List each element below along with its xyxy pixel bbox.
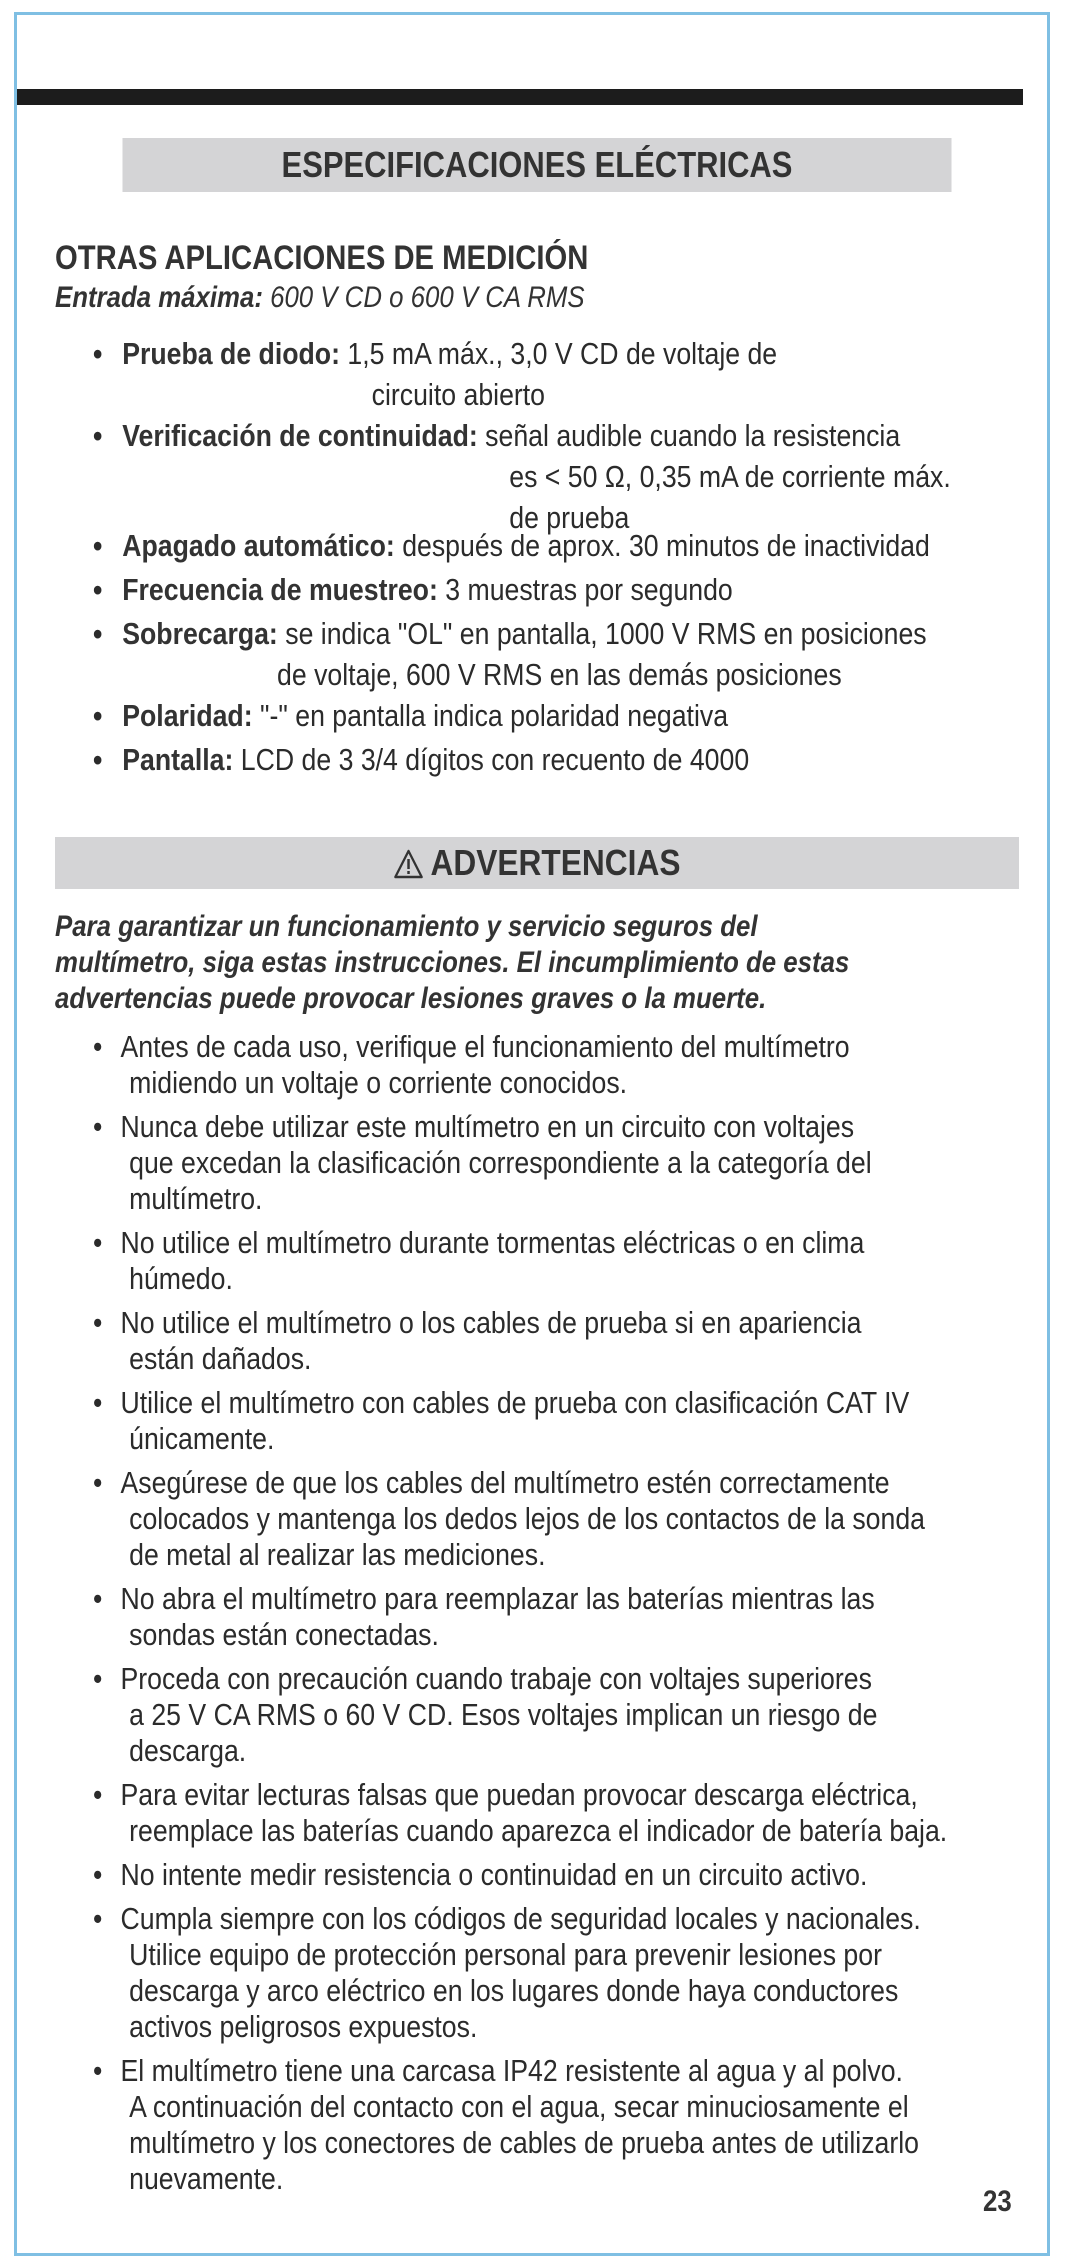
max-input-label: Entrada máxima: <box>55 281 263 314</box>
warning-line: Cumpla siempre con los códigos de seguridad locales y nacionales. <box>120 1901 921 1936</box>
specs-header <box>122 138 951 192</box>
bullet-icon: • <box>93 572 103 607</box>
warning-line: activos peligrosos expuestos. <box>129 2009 478 2044</box>
warning-line: descarga. <box>129 1733 247 1768</box>
warning-line: descarga y arco eléctrico en los lugares donde haya conductores <box>129 1973 899 2008</box>
warnings-intro-line: multímetro, siga estas instrucciones. El incumplimiento de estas <box>55 946 850 979</box>
warning-line: sondas están conectadas. <box>129 1617 439 1652</box>
spec-label: Sobrecarga: <box>122 616 278 651</box>
warning-line: No utilice el multímetro o los cables de prueba si en apariencia <box>120 1305 862 1340</box>
warning-line: Nunca debe utilizar este multímetro en un circuito con voltajes <box>120 1109 855 1144</box>
bullet-icon: • <box>93 418 103 453</box>
warning-line: reemplace las baterías cuando aparezca el indicador de batería baja. <box>129 1813 948 1848</box>
warning-line: Antes de cada uso, verifique el funcionamiento del multímetro <box>120 1029 850 1064</box>
bullet-icon: • <box>93 1581 103 1616</box>
spec-value-line: después de aprox. 30 minutos de inactividad <box>402 528 930 563</box>
spec-body <box>122 525 930 566</box>
spec-label: Polaridad: <box>122 698 253 733</box>
warning-triangle-icon <box>394 849 424 879</box>
bullet-icon: • <box>93 1109 103 1144</box>
top-divider-bar <box>17 89 1023 105</box>
spec-value-line: "-" en pantalla indica polaridad negativa <box>260 698 729 733</box>
bullet-icon: • <box>93 1225 103 1260</box>
spec-label: Apagado automático: <box>122 528 395 563</box>
warnings-title: ADVERTENCIAS <box>430 842 681 883</box>
bullet-icon: • <box>93 1901 103 1936</box>
warning-line: Utilice el multímetro con cables de prueba con clasificación CAT IV <box>120 1385 910 1420</box>
spec-label: Frecuencia de muestreo: <box>122 572 438 607</box>
bullet-icon: • <box>93 528 103 563</box>
warning-line: están dañados. <box>129 1341 312 1376</box>
warning-line: nuevamente. <box>129 2161 284 2196</box>
max-input-value: 600 V CD o 600 V CA RMS <box>270 281 585 314</box>
warning-line: húmedo. <box>129 1261 233 1296</box>
warning-line: colocados y mantenga los dedos lejos de los contactos de la sonda <box>129 1501 925 1536</box>
warnings-intro <box>55 909 849 1017</box>
warning-line: únicamente. <box>129 1421 275 1456</box>
warnings-intro-line: Para garantizar un funcionamiento y servicio seguros del <box>55 910 758 943</box>
bullet-icon: • <box>93 742 103 777</box>
bullet-icon: • <box>93 1305 103 1340</box>
max-input-line <box>55 281 585 315</box>
warning-line: a 25 V CA RMS o 60 V CD. Esos voltajes implican un riesgo de <box>129 1697 878 1732</box>
bullet-icon: • <box>93 336 103 371</box>
bullet-icon: • <box>93 1029 103 1064</box>
spec-value-line: señal audible cuando la resistencia <box>485 418 901 453</box>
warning-line: Para evitar lecturas falsas que puedan provocar descarga eléctrica, <box>120 1777 918 1812</box>
warning-line: que excedan la clasificación correspondiente a la categoría del <box>129 1145 872 1180</box>
warning-line: No abra el multímetro para reemplazar las baterías mientras las <box>120 1581 875 1616</box>
bullet-icon: • <box>93 1465 103 1500</box>
warning-line: multímetro. <box>129 1181 263 1216</box>
spec-body <box>122 739 749 780</box>
spec-label: Prueba de diodo: <box>122 336 340 371</box>
bullet-icon: • <box>93 1857 103 1892</box>
warning-line: No utilice el multímetro durante tormentas eléctricas o en clima <box>120 1225 865 1260</box>
warning-line: Proceda con precaución cuando trabaje con voltajes superiores <box>120 1661 872 1696</box>
bullet-icon: • <box>93 2053 103 2088</box>
bullet-icon: • <box>93 698 103 733</box>
specs-header-title: ESPECIFICACIONES ELÉCTRICAS <box>281 144 793 185</box>
spec-value-line: 3 muestras por segundo <box>445 572 733 607</box>
warning-line: multímetro y los conectores de cables de prueba antes de utilizarlo <box>129 2125 919 2160</box>
spec-body <box>122 333 777 415</box>
spec-value-line: se indica "OL" en pantalla, 1000 V RMS en posiciones <box>285 616 927 651</box>
spec-label: Verificación de continuidad: <box>122 418 478 453</box>
warnings-intro-line: advertencias puede provocar lesiones graves o la muerte. <box>55 982 767 1015</box>
manual-page <box>14 12 1050 2256</box>
warnings-header <box>55 837 1019 889</box>
bullet-icon: • <box>93 1385 103 1420</box>
spec-value-line: de prueba <box>509 500 630 535</box>
warning-line: midiendo un voltaje o corriente conocidos. <box>129 1065 628 1100</box>
spec-value-line: LCD de 3 3/4 dígitos con recuento de 4000 <box>240 742 750 777</box>
spec-body <box>122 569 733 610</box>
spec-value-line: 1,5 mA máx., 3,0 V CD de voltaje de <box>347 336 778 371</box>
page-number: 23 <box>983 2185 1012 2218</box>
bullet-icon: • <box>93 616 103 651</box>
warning-line: Asegúrese de que los cables del multímetro estén correctamente <box>120 1465 890 1500</box>
warning-line: A continuación del contacto con el agua, secar minuciosamente el <box>129 2089 909 2124</box>
spec-body <box>122 695 728 736</box>
spec-body <box>122 613 926 695</box>
other-applications-title: OTRAS APLICACIONES DE MEDICIÓN <box>55 239 589 277</box>
spec-value-line: de voltaje, 600 V RMS en las demás posiciones <box>277 657 842 692</box>
warning-line: No intente medir resistencia o continuidad en un circuito activo. <box>120 1857 868 1892</box>
bullet-icon: • <box>93 1661 103 1696</box>
spec-value-line: circuito abierto <box>371 377 546 412</box>
warning-line: de metal al realizar las mediciones. <box>129 1537 546 1572</box>
spec-label: Pantalla: <box>122 742 234 777</box>
warning-line: El multímetro tiene una carcasa IP42 resistente al agua y al polvo. <box>120 2053 903 2088</box>
bullet-icon: • <box>93 1777 103 1812</box>
spec-value-line: es < 50 Ω, 0,35 mA de corriente máx. <box>509 459 951 494</box>
warning-line: Utilice equipo de protección personal para prevenir lesiones por <box>129 1937 882 1972</box>
spec-body <box>122 415 951 538</box>
